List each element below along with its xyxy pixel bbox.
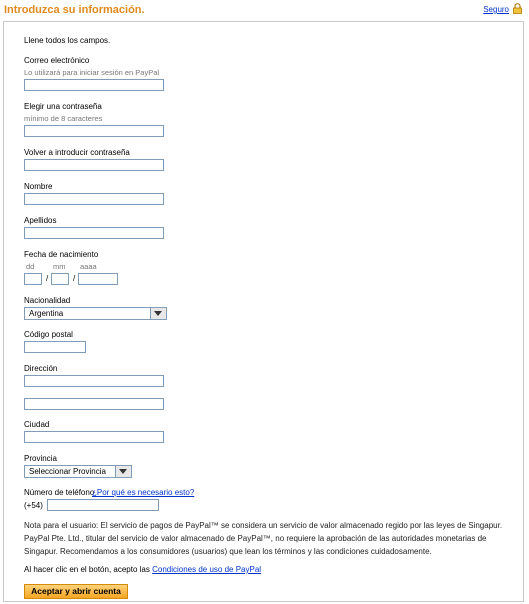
accept-open-account-button[interactable]: Aceptar y abrir cuenta [24,584,128,599]
password-confirm-field[interactable] [24,159,164,171]
postal-code-label: Código postal [24,330,73,339]
terms-text [24,565,261,574]
last-name-field[interactable] [24,227,164,239]
postal-code-field[interactable] [24,341,86,353]
email-hint: Lo utilizará para iniciar sesión en PayPal [24,68,160,77]
why-phone-link[interactable]: ¿Por qué es necesario esto? [92,488,195,497]
chevron-down-icon [115,466,131,477]
phone-field[interactable] [47,499,159,511]
phone-prefix: (+54) [24,501,43,510]
instructions: Llene todos los campos. [24,36,111,45]
signup-form-panel [3,21,524,602]
password-field[interactable] [24,125,164,137]
address-line2-field[interactable] [24,398,164,410]
page-title: Introduzca su información. [4,4,145,16]
nationality-selected: Argentina [29,309,64,318]
dob-year-field[interactable] [78,273,118,285]
province-selected: Seleccionar Provincia [29,467,106,476]
email-field[interactable] [24,79,164,91]
province-select[interactable] [24,465,132,478]
chevron-down-icon [150,308,166,319]
secure-link[interactable]: Seguro [483,5,509,14]
dob-day-field[interactable] [24,273,42,285]
password-label: Elegir una contraseña [24,102,102,111]
phone-label: Número de teléfono [24,488,95,497]
city-field[interactable] [24,431,164,443]
dob-separator: / [73,274,76,283]
address-line1-field[interactable] [24,375,164,387]
lock-icon [513,3,522,14]
dob-day-hint: dd [26,262,35,271]
address-label: Dirección [24,364,58,373]
email-label: Correo electrónico [24,56,90,65]
nationality-label: Nacionalidad [24,296,71,305]
password-confirm-label: Volver a introducir contraseña [24,148,130,157]
header [0,0,529,20]
terms-link[interactable]: Condiciones de uso de PayPal [152,565,262,574]
dob-year-hint: aaaa [80,262,97,271]
nationality-select[interactable] [24,307,167,320]
last-name-label: Apellidos [24,216,57,225]
dob-month-hint: mm [53,262,66,271]
city-label: Ciudad [24,420,50,429]
password-hint: mínimo de 8 caracteres [24,114,103,123]
first-name-label: Nombre [24,182,53,191]
dob-month-field[interactable] [51,273,69,285]
terms-prefix: Al hacer clic en el botón, acepto las [24,565,150,574]
dob-label: Fecha de nacimiento [24,250,99,259]
province-label: Provincia [24,454,57,463]
user-note: Nota para el usuario: El servicio de pagos de PayPal™ se considera un servicio de valor almacenado regido por las leyes de Singapur. PayPal Pte. Ltd., titular del servicio de valor almacenado de PayPal™, no requiere la aprobación de las autoridades monetarias de Singapur. Recomendamos a los consumidores (usuarios) que lean los términos y las condiciones cuidadosamente. [24,521,503,556]
dob-separator: / [46,274,49,283]
first-name-field[interactable] [24,193,164,205]
